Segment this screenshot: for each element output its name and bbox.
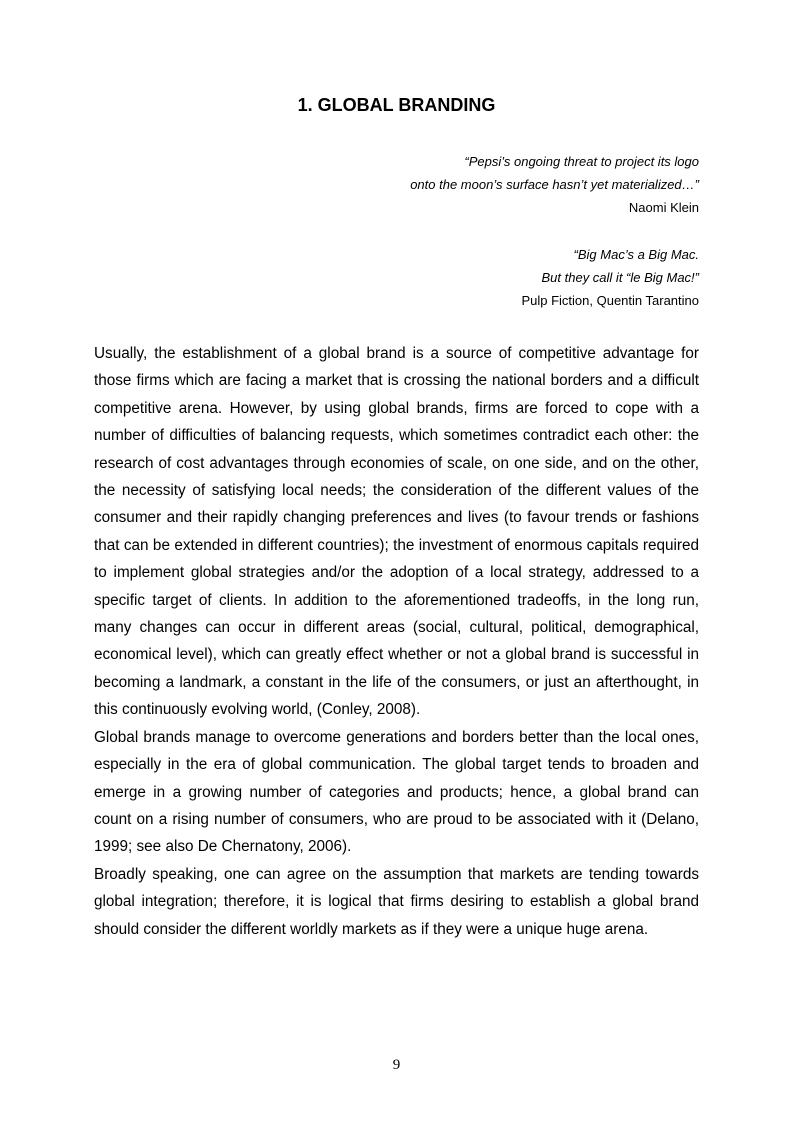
- epigraph-klein: [410, 150, 699, 219]
- epigraph-attribution: Naomi Klein: [628, 200, 699, 215]
- body-paragraph: Global brands manage to overcome generations and borders better than the local ones, especially in the era of global communication. The global target tends to broaden and emerge in a growing number of categories and products; hence, a global brand can count on a rising number of consumers, who are proud to be associated with it (Delano, 1999; see also De Chernatony, 2006).: [94, 728, 699, 856]
- epigraph-pulp-fiction: [521, 243, 699, 312]
- chapter-title: 1. GLOBAL BRANDING: [297, 95, 496, 115]
- epigraph-line: “Pepsi’s ongoing threat to project its logo: [464, 154, 699, 169]
- body-paragraph: Broadly speaking, one can agree on the assumption that markets are tending towards global integration; therefore, it is logical that firms desiring to establish a global brand should consider the different worldly markets as if they were a unique huge arena.: [94, 865, 699, 938]
- epigraph-line: But they call it “le Big Mac!”: [541, 270, 699, 285]
- page-number: 9: [392, 1057, 401, 1073]
- epigraph-attribution: Pulp Fiction, Quentin Tarantino: [521, 293, 699, 308]
- body-text: [94, 340, 699, 943]
- epigraph-line: onto the moon’s surface hasn’t yet materialized…”: [410, 177, 699, 192]
- body-paragraph: Usually, the establishment of a global brand is a source of competitive advantage for those firms which are facing a market that is crossing the national borders and a difficult competitive arena. However, by using global brands, firms are forced to cope with a number of difficulties of balancing requests, which sometimes contradict each other: the research of cost advantages through economies of scale, on one side, and on the other, the necessity of satisfying local needs; the consideration of the different values of the consumer and their rapidly changing preferences and lives (to favour trends or fashions that can be extended in different countries); the investment of enormous capitals required to implement global strategies and/or the adoption of a local strategy, addressed to a specific target of clients. In addition to the aforementioned tradeoffs, in the long run, many changes can occur in different areas (social, cultural, political, demographical, economical level), which can greatly effect whether or not a global brand is successful in becoming a landmark, a constant in the life of the consumers, or just an afterthought, in this continuously evolving world, (Conley, 2008).: [94, 345, 699, 719]
- epigraph-line: “Big Mac’s a Big Mac.: [573, 247, 699, 262]
